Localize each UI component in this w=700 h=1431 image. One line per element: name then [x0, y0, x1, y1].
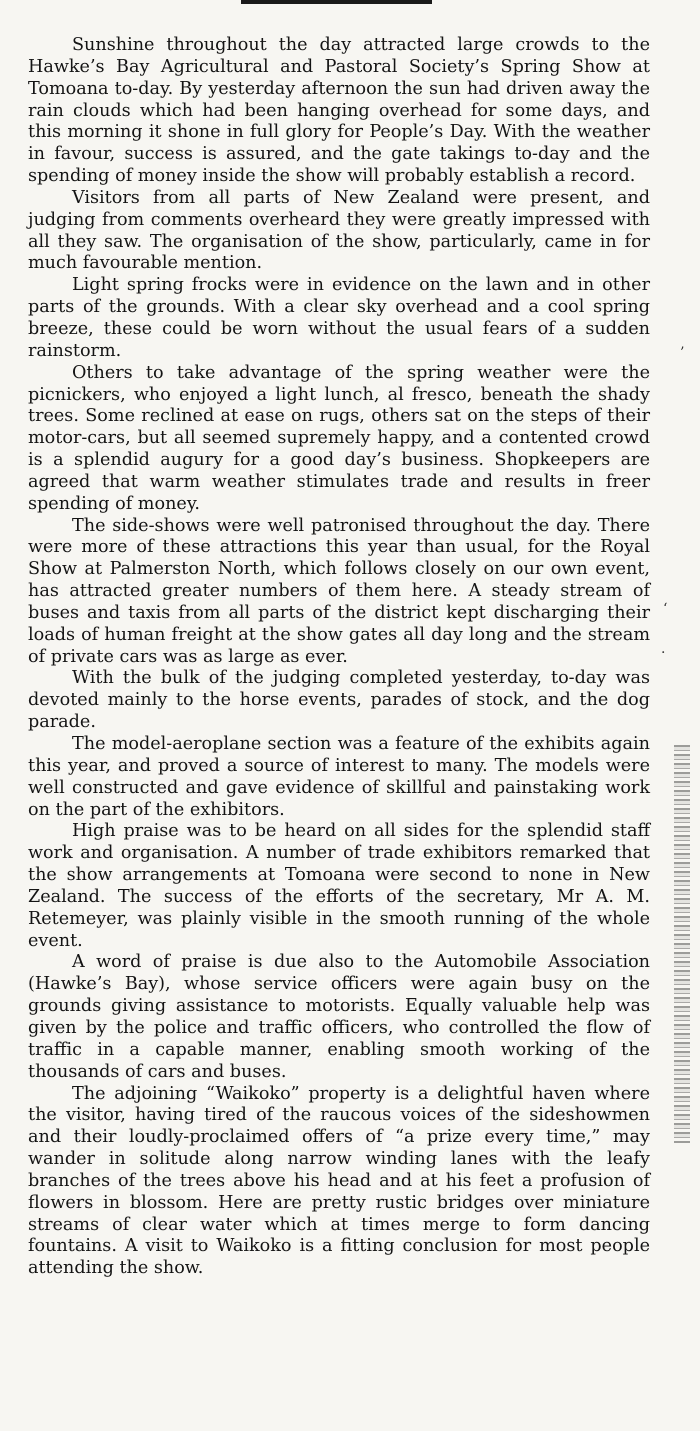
top-rule	[241, 0, 432, 4]
paragraph-10: The adjoining “Waikoko” property is a delightful haven where the visitor, having tired of the raucous voices of the sideshowmen and their loudly-proclaimed offers of “a prize every time,” may wander in solitude along narrow winding lanes with the leafy branches of the trees above his head and at his feet a profusion of flowers in blossom. Here are pretty rustic bridges over miniature streams of clear water which at times merge to form dancing fountains. A visit to Waikoko is a fitting conclusion for most people attending the show.	[28, 1083, 650, 1279]
paragraph-4: Others to take advantage of the spring weather were the picnickers, who enjoyed a light lunch, al fresco, beneath the shady trees. Some reclined at ease on rugs, others sat on the steps of their motor-cars, but all seemed supremely happy, and a contented crowd is a splendid augury for a good day’s business. Shopkeepers are agreed that warm weather stimulates trade and results in freer spending of money.	[28, 362, 650, 514]
paragraph-5: The side-shows were well patronised throughout the day. There were more of these attractions this year than usual, for the Royal Show at Palmerston North, which follows closely on our own event, has attracted greater numbers of them here. A steady stream of buses and taxis from all parts of the district kept discharging their loads of human freight at the show gates all day long and the stream of private cars was as large as ever.	[28, 515, 650, 667]
article-body	[28, 35, 650, 1280]
scan-edge-artifact	[674, 745, 690, 1143]
margin-speck: ·	[661, 645, 666, 661]
paragraph-3: Light spring frocks were in evidence on the lawn and in other parts of the grounds. With a clear sky overhead and a cool spring breeze, these could be worn without the usual fears of a sudden rainstorm.	[28, 275, 650, 361]
paragraph-8: High praise was to be heard on all sides for the splendid staff work and organisation. A number of trade exhibitors remarked that the show arrangements at Tomoana were second to none in New Zealand. The success of the efforts of the secretary, Mr A. M. Retemeyer, was plainly visible in the smooth running of the whole event.	[28, 821, 650, 951]
paragraph-1: Sunshine throughout the day attracted large crowds to the Hawke’s Bay Agricultural and Pastoral Society’s Spring Show at Tomoana to-day. By yesterday afternoon the sun had driven away the rain clouds which had been hanging overhead for some days, and this morning it shone in full glory for People’s Day. With the weather in favour, success is assured, and the gate takings to-day and the spending of money inside the show will probably establish a record.	[28, 35, 650, 187]
paragraph-9: A word of praise is due also to the Automobile Association (Hawke’s Bay), whose service officers were again busy on the grounds giving assistance to motorists. Equally valuable help was given by the police and traffic officers, who controlled the flow of traffic in a capable manner, enabling smooth working of the thousands of cars and buses.	[28, 952, 650, 1082]
margin-speck: ‘	[663, 601, 668, 617]
paragraph-7: The model-aeroplane section was a feature of the exhibits again this year, and proved a source of interest to many. The models were well constructed and gave evidence of skillful and painstaking work on the part of the exhibitors.	[28, 734, 650, 820]
paragraph-6: With the bulk of the judging completed yesterday, to-day was devoted mainly to the horse events, parades of stock, and the dog parade.	[28, 668, 650, 733]
margin-speck: ’	[680, 345, 685, 361]
paragraph-2: Visitors from all parts of New Zealand were present, and judging from comments overheard they were greatly impressed with all they saw. The organisation of the show, particularly, came in for much favourable mention.	[28, 187, 650, 274]
